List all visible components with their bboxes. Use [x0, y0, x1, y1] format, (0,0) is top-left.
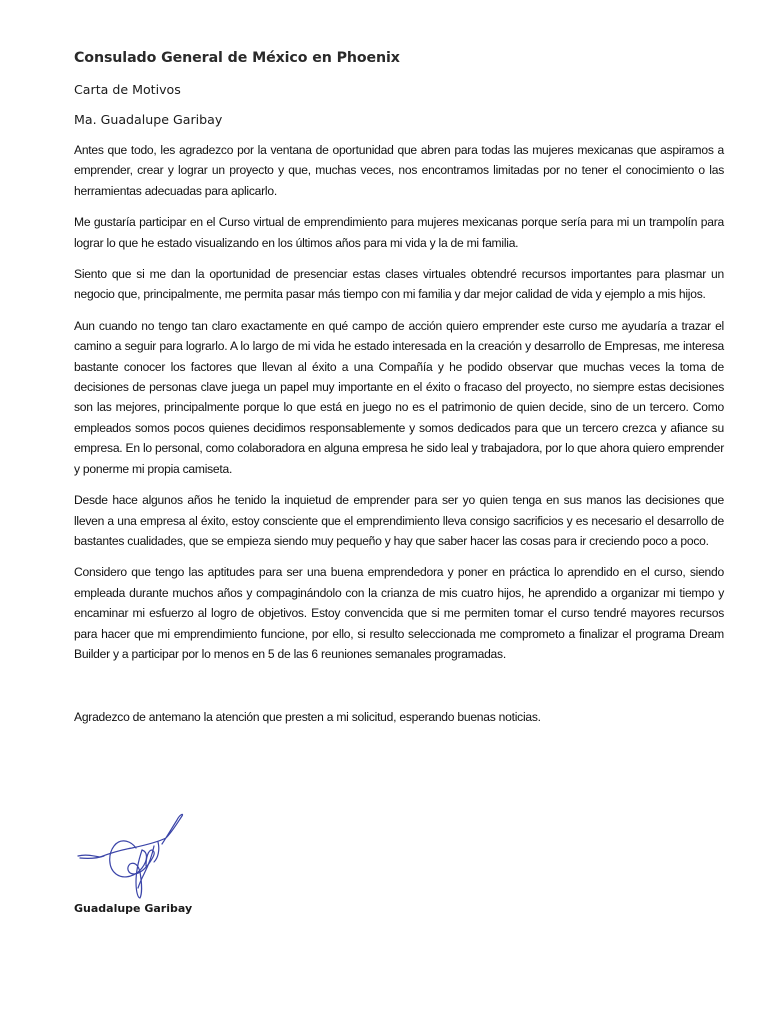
- paragraph-opportunity: Siento que si me dan la oportunidad de presenciar estas clases virtuales obtendré recursos importantes para plasmar un negocio que, principalmente, me permita pasar más tiempo con mi familia y dar mejor calidad de vida y ejemplo a mis hijos.: [74, 267, 724, 302]
- handwritten-signature-icon: [76, 812, 186, 902]
- paragraph-participation: Me gustaría participar en el Curso virtual de emprendimiento para mujeres mexicanas porque sería para mi un trampolín para lograr lo que he estado visualizando en los últimos años para mi vida y la de mi familia.: [74, 215, 724, 250]
- letter-page: [74, 48, 724, 727]
- paragraph-commitment: Considero que tengo las aptitudes para ser una buena emprendedora y poner en práctica lo aprendido en el curso, siendo empleada durante muchos años y compaginándolo con la crianza de mis cuatro hijos, he aprendido a organizar mi tiempo y encaminar mi esfuerzo al logro de objetivos. Estoy convencida que si me permiten tomar el curso tendré mayores recursos para hacer que mi emprendimiento funcione, por ello, si resulto seleccionada me comprometo a finalizar el programa Dream Builder y a participar por lo menos en 5 de las 6 reuniones semanales programadas.: [74, 565, 724, 661]
- letter-body: [74, 140, 724, 664]
- paragraph-experience: Aun cuando no tengo tan claro exactamente en qué campo de acción quiero emprender este curso me ayudaría a trazar el camino a seguir para lograrlo. A lo largo de mi vida he estado interesada en la creación y desarrollo de Empresas, me interesa bastante conocer los factores que llevan al éxito a una Compañía y he podido observar que muchas veces la toma de decisiones de personas clave juega un papel muy importante en el éxito o fracaso del proyecto, no siempre estas decisiones son las mejores, principalmente porque lo que está en juego no es el patrimonio de quien decide, sino de un tercero. Como empleados somos pocos quienes decidimos responsablemente y somos dedicados para que un tercero crezca y afiance su empresa. En lo personal, como colaboradora en alguna empresa he sido leal y trabajadora, por lo que ahora quiero emprender y ponerme mi propia camiseta.: [74, 318, 724, 476]
- closing-line: Agradezco de antemano la atención que presten a mi solicitud, esperando buenas noticias.: [74, 710, 541, 725]
- document-subtitle: Carta de Motivos: [74, 82, 181, 97]
- author-name: Ma. Guadalupe Garibay: [74, 112, 223, 127]
- paragraph-motivation: Desde hace algunos años he tenido la inquietud de emprender para ser yo quien tenga en sus manos las decisiones que lleven a una empresa al éxito, estoy consciente que el emprendimiento lleva consigo sacrificios y es necesario el desarrollo de bastantes cualidades, que se empieza siendo muy pequeño y hay que saber hacer las cosas para ir creciendo poco a poco.: [74, 493, 724, 548]
- paragraph-gratitude: Antes que todo, les agradezco por la ventana de oportunidad que abren para todas las mujeres mexicanas que aspiramos a emprender, crear y lograr un proyecto y que, muchas veces, nos encontramos limitadas por no tener el conocimiento o las herramientas adecuadas para aplicarlo.: [74, 143, 724, 198]
- document-title: Consulado General de México en Phoenix: [74, 50, 400, 66]
- signer-name: Guadalupe Garibay: [74, 902, 193, 915]
